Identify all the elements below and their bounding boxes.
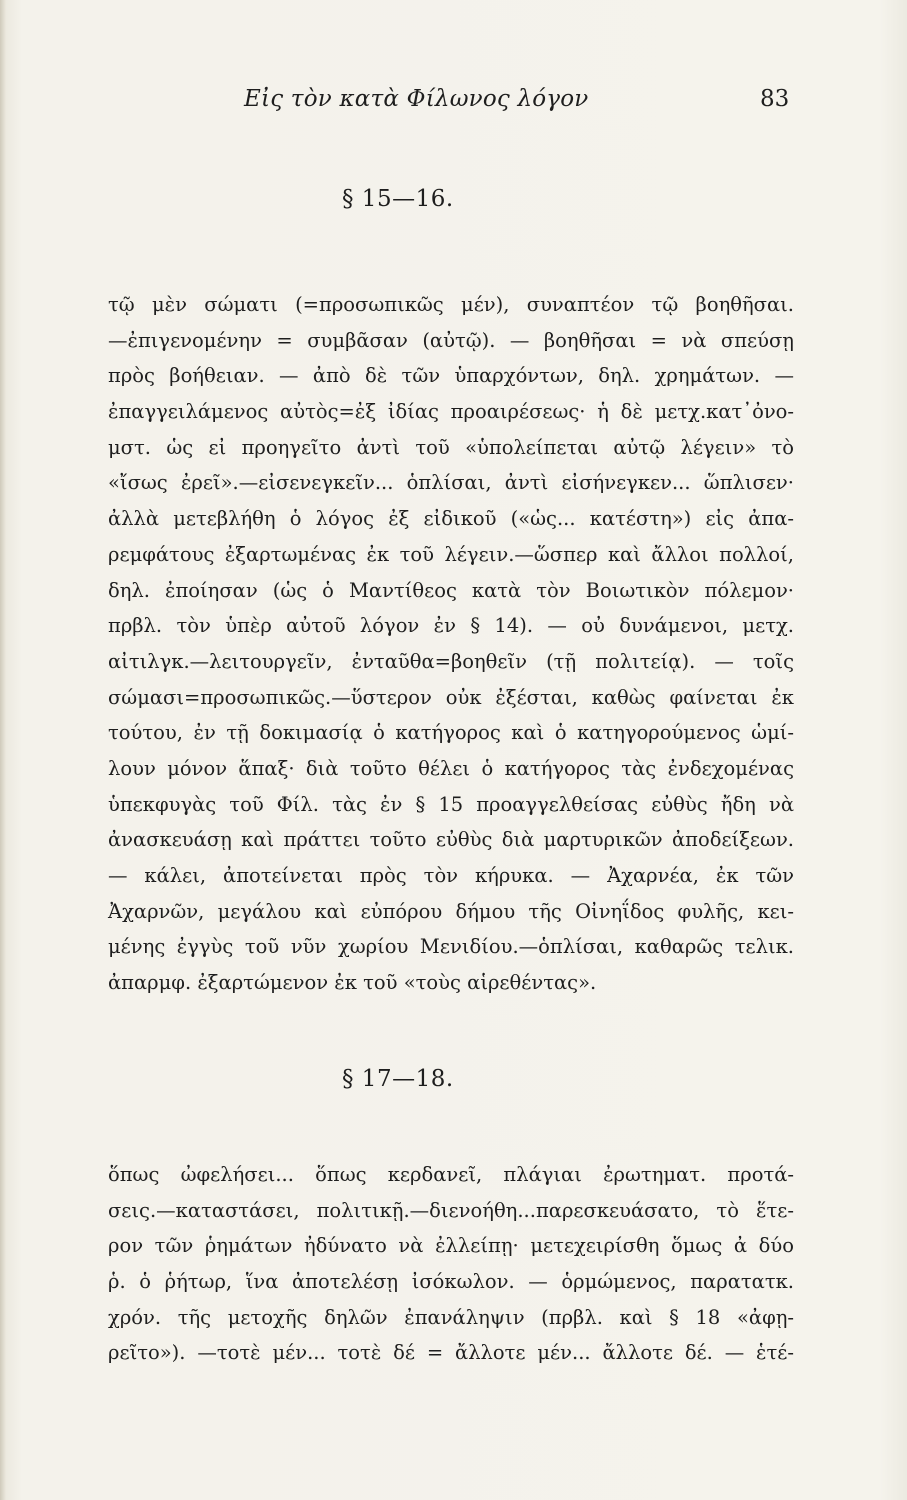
text-line: χρόν. τῆς μετοχῆς δηλῶν ἐπανάληψιν (πρβλ. καὶ § 18 «ἀφῃ- bbox=[108, 1305, 794, 1329]
text-line: — κάλει, ἀποτείνεται πρὸς τὸν κήρυκα. — Ἀχαρνέα, ἐκ τῶν bbox=[108, 864, 794, 887]
text-line: ὅπως ὠφελήσει... ὅπως κερδανεῖ, πλάγιαι ἐρωτηματ. προτά- bbox=[108, 1163, 794, 1186]
page-binding-edge bbox=[0, 0, 6, 1500]
commentary-paragraph bbox=[108, 287, 794, 1001]
text-line: ῥ. ὁ ῥήτωρ, ἵνα ἀποτελέσῃ ἰσόκωλον. — ὁρμώμενος, παρατατκ. bbox=[108, 1270, 794, 1294]
text-line: ρεῖτο»). —τοτὲ μέν... τοτὲ δέ = ἄλλοτε μέν... ἄλλοτε δέ. — ἑτέ- bbox=[108, 1341, 794, 1365]
page-number: 83 bbox=[760, 86, 790, 112]
text-line: ρον τῶν ῥημάτων ἠδύνατο νὰ ἐλλείπῃ· μετεχειρίσθη ὅμως ἀ δύο bbox=[108, 1234, 794, 1258]
running-title: Εἰς τὸν κατὰ Φίλωνος λόγον bbox=[244, 86, 589, 112]
text-line: αἰτιλγκ.—λειτουργεῖν, ἐνταῦθα=βοηθεῖν (τῇ πολιτείᾳ). — τοῖς bbox=[108, 649, 794, 673]
text-line: λουν μόνον ἅπαξ· διὰ τοῦτο θέλει ὁ κατήγορος τὰς ἐνδεχομένας bbox=[108, 756, 794, 780]
text-line: Ἀχαρνῶν, μεγάλου καὶ εὐπόρου δήμου τῆς Οἰνηΐδος φυλῆς, κει- bbox=[108, 899, 794, 923]
text-line: σώμασι=προσωπικῶς.—ὕστερον οὐκ ἐξέσται, καθὼς φαίνεται ἐκ bbox=[108, 685, 794, 709]
text-line: σεις.—καταστάσει, πολιτικῇ.—διενοήθη...παρεσκευάσατο, τὸ ἕτε- bbox=[108, 1198, 794, 1222]
text-line: ἀνασκευάσῃ καὶ πράττει τοῦτο εὐθὺς διὰ μαρτυρικῶν ἀποδείξεων. bbox=[108, 828, 794, 852]
text-line: ἀλλὰ μετεβλήθη ὁ λόγος ἐξ εἰδικοῦ («ὡς... κατέστη») εἰς ἀπα- bbox=[108, 507, 794, 531]
text-line: ρεμφάτους ἐξαρτωμένας ἐκ τοῦ λέγειν.—ὥσπερ καὶ ἄλλοι πολλοί, bbox=[108, 542, 794, 566]
text-line: «ἴσως ἐρεῖ».—εἰσενεγκεῖν... ὁπλίσαι, ἀντὶ εἰσήνεγκεν... ὥπλισεν· bbox=[108, 471, 794, 495]
text-line: ὑπεκφυγὰς τοῦ Φίλ. τὰς ἐν § 15 προαγγελθείσας εὐθὺς ἤδη νὰ bbox=[108, 792, 794, 816]
text-line: μένης ἐγγὺς τοῦ νῦν χωρίου Μενιδίου.—ὁπλίσαι, καθαρῶς τελικ. bbox=[108, 935, 794, 959]
text-line: δηλ. ἐποίησαν (ὡς ὁ Μαντίθεος κατὰ τὸν Βοιωτικὸν πόλεμον· bbox=[108, 578, 794, 602]
text-line: μστ. ὡς εἰ προηγεῖτο ἀντὶ τοῦ «ὑπολείπεται αὐτῷ λέγειν» τὸ bbox=[108, 435, 794, 459]
text-line: πρὸς βοήθειαν. — ἀπὸ δὲ τῶν ὑπαρχόντων, δηλ. χρημάτων. — bbox=[108, 364, 794, 388]
section-heading: § 15—16. bbox=[342, 186, 454, 212]
text-line: ἐπαγγειλάμενος αὐτὸς=ἐξ ἰδίας προαιρέσεως· ἡ δὲ μετχ.κατ᾽ὀνο- bbox=[108, 400, 794, 424]
text-line: τούτου, ἐν τῇ δοκιμασίᾳ ὁ κατήγορος καὶ ὁ κατηγορούμενος ὡμί- bbox=[108, 721, 794, 745]
text-line: τῷ μὲν σώματι (=προσωπικῶς μέν), συναπτέον τῷ βοηθῆσαι. bbox=[108, 293, 794, 316]
text-line: —ἐπιγενομένην = συμβᾶσαν (αὐτῷ). — βοηθῆσαι = νὰ σπεύσῃ bbox=[108, 328, 794, 352]
text-line: ἀπαρμφ. ἐξαρτώμενον ἐκ τοῦ «τοὺς αἱρεθέντας». bbox=[108, 971, 597, 995]
commentary-paragraph bbox=[108, 1157, 794, 1371]
text-line: πρβλ. τὸν ὑπὲρ αὐτοῦ λόγον ἐν § 14). — οὐ δυνάμενοι, μετχ. bbox=[108, 614, 794, 638]
section-heading: § 17—18. bbox=[342, 1066, 454, 1092]
